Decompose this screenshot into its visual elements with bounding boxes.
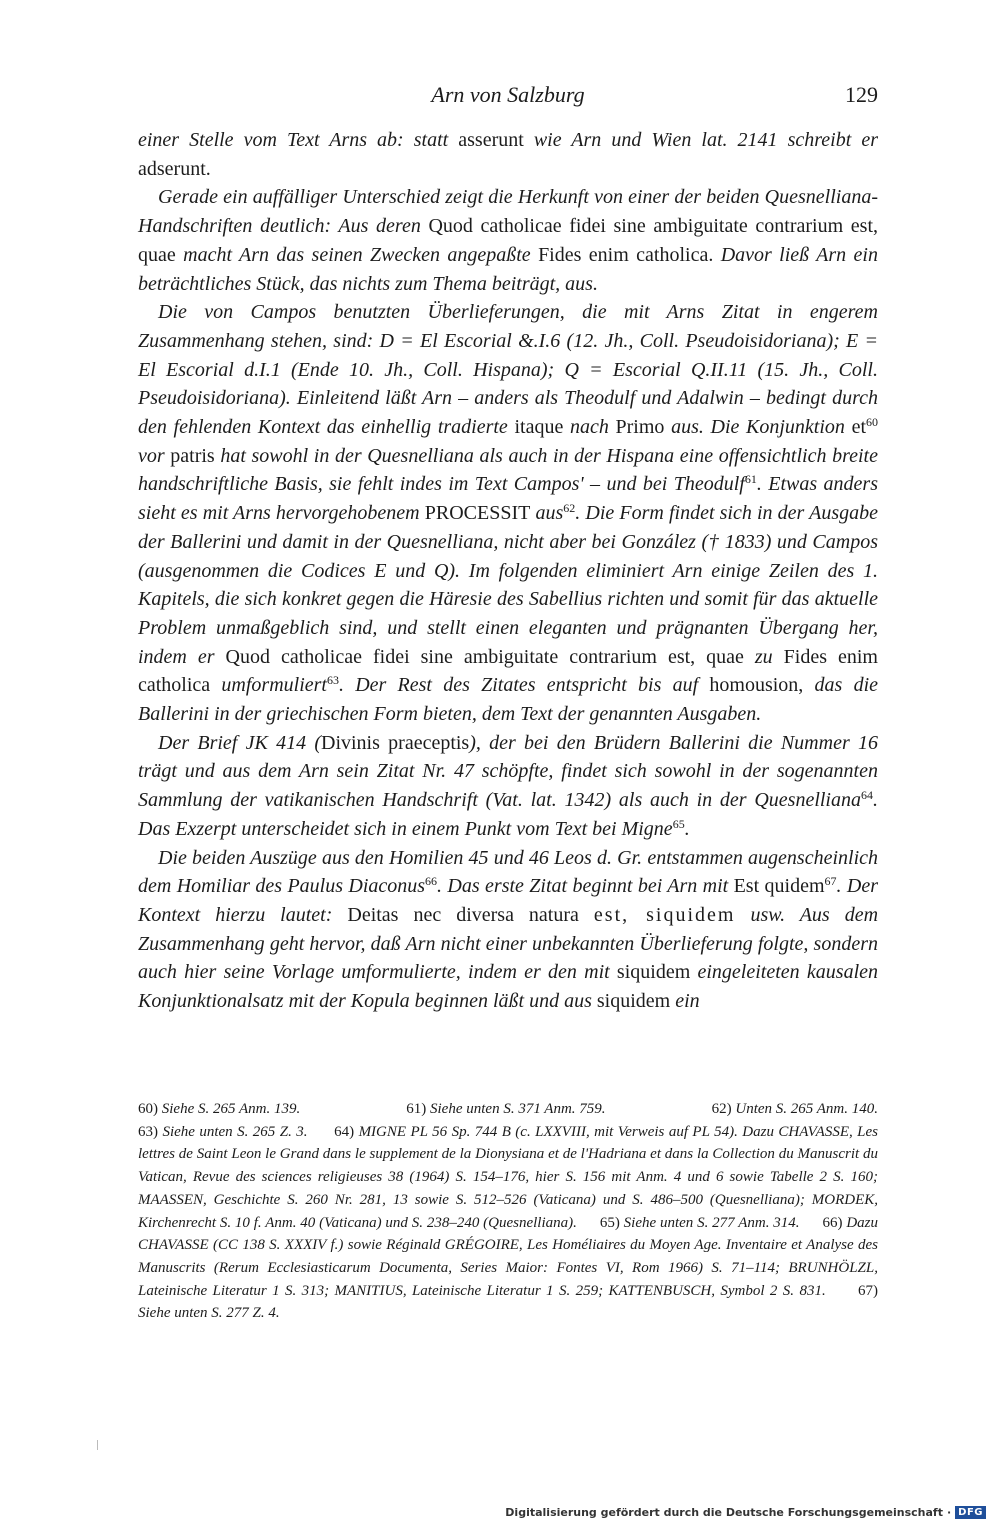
footnote-number: 63)	[138, 1123, 158, 1140]
page-number: 129	[845, 82, 878, 107]
text-run: .	[684, 817, 690, 840]
text-run: Gerade ein auffälliger Unterschied zeigt die Herkunft von einer der beiden Quesnelliana-Handschriften deutlich: Aus deren	[138, 186, 878, 238]
footnote-ref-62[interactable]: 62	[563, 501, 576, 516]
footnote-text: Unten S. 265 Anm. 140.	[735, 1101, 878, 1117]
text-run: das die Ballerini in der griechischen Form bieten, dem Text der genannten Ausgaben.	[138, 674, 878, 726]
text-run: ein	[670, 990, 700, 1013]
text-run: zu	[743, 645, 784, 668]
running-title: Arn von Salzburg	[431, 82, 585, 107]
quoted-text: Deitas nec diversa natura	[347, 903, 579, 926]
footnote-number: 64)	[334, 1123, 355, 1140]
footnote-number: 66)	[822, 1214, 843, 1231]
text-run: aus	[530, 502, 564, 525]
text-run: wie Arn und Wien lat. 2141 schreibt er	[523, 129, 878, 151]
paragraph-4	[138, 729, 878, 844]
footnote-ref-61[interactable]: 61	[744, 472, 757, 487]
footnote-number: 60)	[138, 1101, 158, 1117]
quoted-text: siquidem	[616, 961, 691, 984]
text-run: ), der bei den Brüdern Ballerini die Nummer 16 trägt und aus dem Arn sein Zitat Nr. 47 schöpfte, findet sich sowohl in der sogenannten Sammlung der vatikanischen Handschrift (Vat. lat. 1342) als auch in der Quesnelliana	[138, 731, 878, 812]
footnote-ref-66[interactable]: 66	[425, 874, 438, 889]
text-run: hat sowohl in der Quesnelliana als auch in der Hispana eine offensichtlich breite handschriftliche Basis, sie fehlt indes im Text Campos' – und bei Theodulf	[138, 444, 878, 496]
quoted-text: homousion,	[709, 674, 804, 697]
footnote-number: 67)	[858, 1282, 879, 1299]
quoted-text: Divinis praeceptis	[321, 731, 470, 754]
dfg-logo-icon: DFG	[955, 1506, 986, 1519]
body-text	[138, 126, 878, 1016]
paragraph-2	[138, 183, 878, 298]
text-run: aus. Die Konjunktion	[664, 416, 852, 439]
text-run: . Das erste Zitat beginnt bei Arn mit	[437, 875, 734, 898]
text-run: vor	[138, 444, 171, 467]
text-run: . Der Rest des Zitates entspricht bis auf	[338, 674, 710, 697]
text-run: eingeleiteten kausalen Konjunktionalsatz mit der Kopula beginnen läßt und aus	[138, 961, 878, 1013]
separator: ·	[946, 1506, 952, 1519]
footnote-63	[138, 1124, 308, 1140]
footnote-text: Siehe unten S. 277 Z. 4.	[138, 1305, 280, 1322]
text-run: . Das Exzerpt unterscheidet sich in einem Punkt vom Text bei Migne	[138, 789, 878, 840]
footnote-text: Siehe unten S. 371 Anm. 759.	[430, 1101, 606, 1117]
margin-mark	[97, 1440, 98, 1450]
footnote-ref-67[interactable]: 67	[824, 874, 837, 889]
quoted-text: Est quidem	[733, 875, 825, 898]
text-run: Die von Campos benutzten Überlieferungen, die mit Arns Zitat in engerem Zusammenhang stehen, sind: D = El Escorial &.I.6 (12. Jh., Coll. Pseudoisidoriana); E = El Escorial d.I.1 (Ende 10. Jh., Coll. Hispana); Q = Escorial Q.II.11 (15. Jh., Coll. Pseudoisidoriana). Einleitend läßt Arn – anders als Theodulf und Adalwin – bedingt durch den fehlenden Kontext das einhellig tradierte	[138, 301, 878, 439]
quoted-text: PROCESSIT	[424, 502, 531, 525]
text-run: Der Brief JK 414 (	[158, 731, 321, 754]
spaced-quoted-text: est, siquidem	[593, 903, 736, 926]
quoted-text: Primo	[615, 416, 665, 439]
footnote-text: MIGNE PL 56 Sp. 744 B (c. LXXVIII, mit Verweis auf PL 54). Dazu CHAVASSE, Les lettres de Saint Leon le Grand dans le supplement de la Dionysiana et de l'Hadriana et dans la Collection du Manuscrit du Vatican, Revue des sciences religieuses 38 (1964) S. 154–176, hier S. 156 mit Anm. 4 und 6 sowie Tabelle 2 S. 160; MAASSEN, Geschichte S. 260 Nr. 281, 13 sowie S. 512–526 (Vaticana) und S. 486–500 (Quesnelliana); MORDEK, Kirchenrecht S. 10 f. Anm. 40 (Vaticana) und S. 238–240 (Quesnelliana).	[138, 1123, 879, 1231]
quoted-text: Fides enim catholica.	[538, 243, 714, 266]
footnote-number: 61)	[406, 1101, 427, 1117]
paragraph-5	[138, 844, 878, 1016]
quoted-text: et	[851, 416, 866, 439]
text-run: . Der Kontext hierzu lautet:	[138, 875, 879, 926]
quoted-text: siquidem	[596, 990, 671, 1013]
footnote-ref-64[interactable]: 64	[861, 788, 873, 803]
text-run: nach	[563, 416, 616, 439]
credit-text: Digitalisierung gefördert durch die Deutsche Forschungsgemeinschaft	[505, 1506, 943, 1519]
text-run: . Die Form findet sich in der Ausgabe der Ballerini und damit in der Quesnelliana, nicht aber bei González († 1833) und Campos (ausgenommen die Codices E und Q). Im folgenden eliminiert Arn einige Zeilen des 1. Kapitels, die sich konkret gegen die Häresie des Sabellius richten und somit für das aktuelle Problem unmaßgeblich sind, und stellt einen eleganten und prägnanten Übergang her, indem er	[138, 502, 878, 668]
text-run: . Etwas anders sieht es mit Arns hervorgehobenem	[138, 473, 878, 525]
quoted-text: Quod catholicae fidei sine ambiguitate contrarium est, quae	[225, 645, 744, 668]
paragraph-3	[138, 298, 878, 729]
running-head	[138, 78, 878, 112]
footnote-61	[406, 1098, 605, 1121]
quoted-text: Fides enim catholica	[138, 645, 878, 697]
text-run: einer Stelle vom Text Arns ab: statt	[138, 129, 459, 151]
text-run: Davor ließ Arn ein beträchtliches Stück, das nichts zum Thema beiträgt, aus.	[138, 243, 878, 295]
footnote-block	[138, 1121, 878, 1325]
digitization-credit	[505, 1506, 986, 1519]
footnote-ref-60[interactable]: 60	[866, 415, 878, 430]
footnote-number: 62)	[711, 1101, 732, 1117]
text-run: usw. Aus dem Zusammenhang geht hervor, daß Arn nicht einer unbekannten Überlieferung folgte, sondern auch hier seine Vorlage umformulierte, indem er den mit	[138, 903, 879, 984]
footnote-text: Siehe unten S. 265 Z. 3.	[162, 1123, 308, 1140]
text-run: Die beiden Auszüge aus den Homilien 45 und 46 Leos d. Gr. entstammen augenscheinlich dem Homiliar des Paulus Diaconus	[138, 846, 878, 898]
footnote-65	[600, 1215, 800, 1231]
quoted-text: asserunt	[458, 129, 524, 151]
quoted-text: adserunt.	[138, 157, 211, 180]
footnote-text: Siehe unten S. 277 Anm. 314.	[623, 1214, 800, 1231]
quoted-text: patris	[170, 444, 215, 467]
quoted-text: Quod catholicae fidei sine ambiguitate contrarium est, quae	[138, 215, 879, 266]
footnotes	[138, 1098, 878, 1325]
footnote-ref-63[interactable]: 63	[326, 673, 339, 688]
text-run: umformuliert	[210, 674, 327, 697]
footnote-row	[138, 1098, 878, 1121]
text-run: macht Arn das seinen Zwecken angepaßte	[175, 243, 539, 266]
footnote-text: Siehe S. 265 Anm. 139.	[161, 1101, 301, 1117]
footnote-62	[712, 1098, 878, 1121]
quoted-text: itaque	[514, 416, 564, 439]
footnote-ref-65[interactable]: 65	[672, 816, 685, 831]
footnote-60	[138, 1098, 300, 1121]
footnote-text: Dazu CHAVASSE (CC 138 S. XXXIV f.) sowie Réginald GRÉGOIRE, Les Homéliaires du Moyen Age. Inventaire et Analyse des Manuscrits (Rerum Ecclesiasticarum Documenta, Series Maior: Fontes VI, Rom 1966) S. 71–114; BRUNHÖLZL, Lateinische Literatur 1 S. 313; MANITIUS, Lateinische Literatur 1 S. 259; KATTENBUSCH, Symbol 2 S. 831.	[138, 1214, 879, 1299]
footnote-number: 65)	[599, 1214, 620, 1231]
paragraph-1	[138, 126, 878, 183]
